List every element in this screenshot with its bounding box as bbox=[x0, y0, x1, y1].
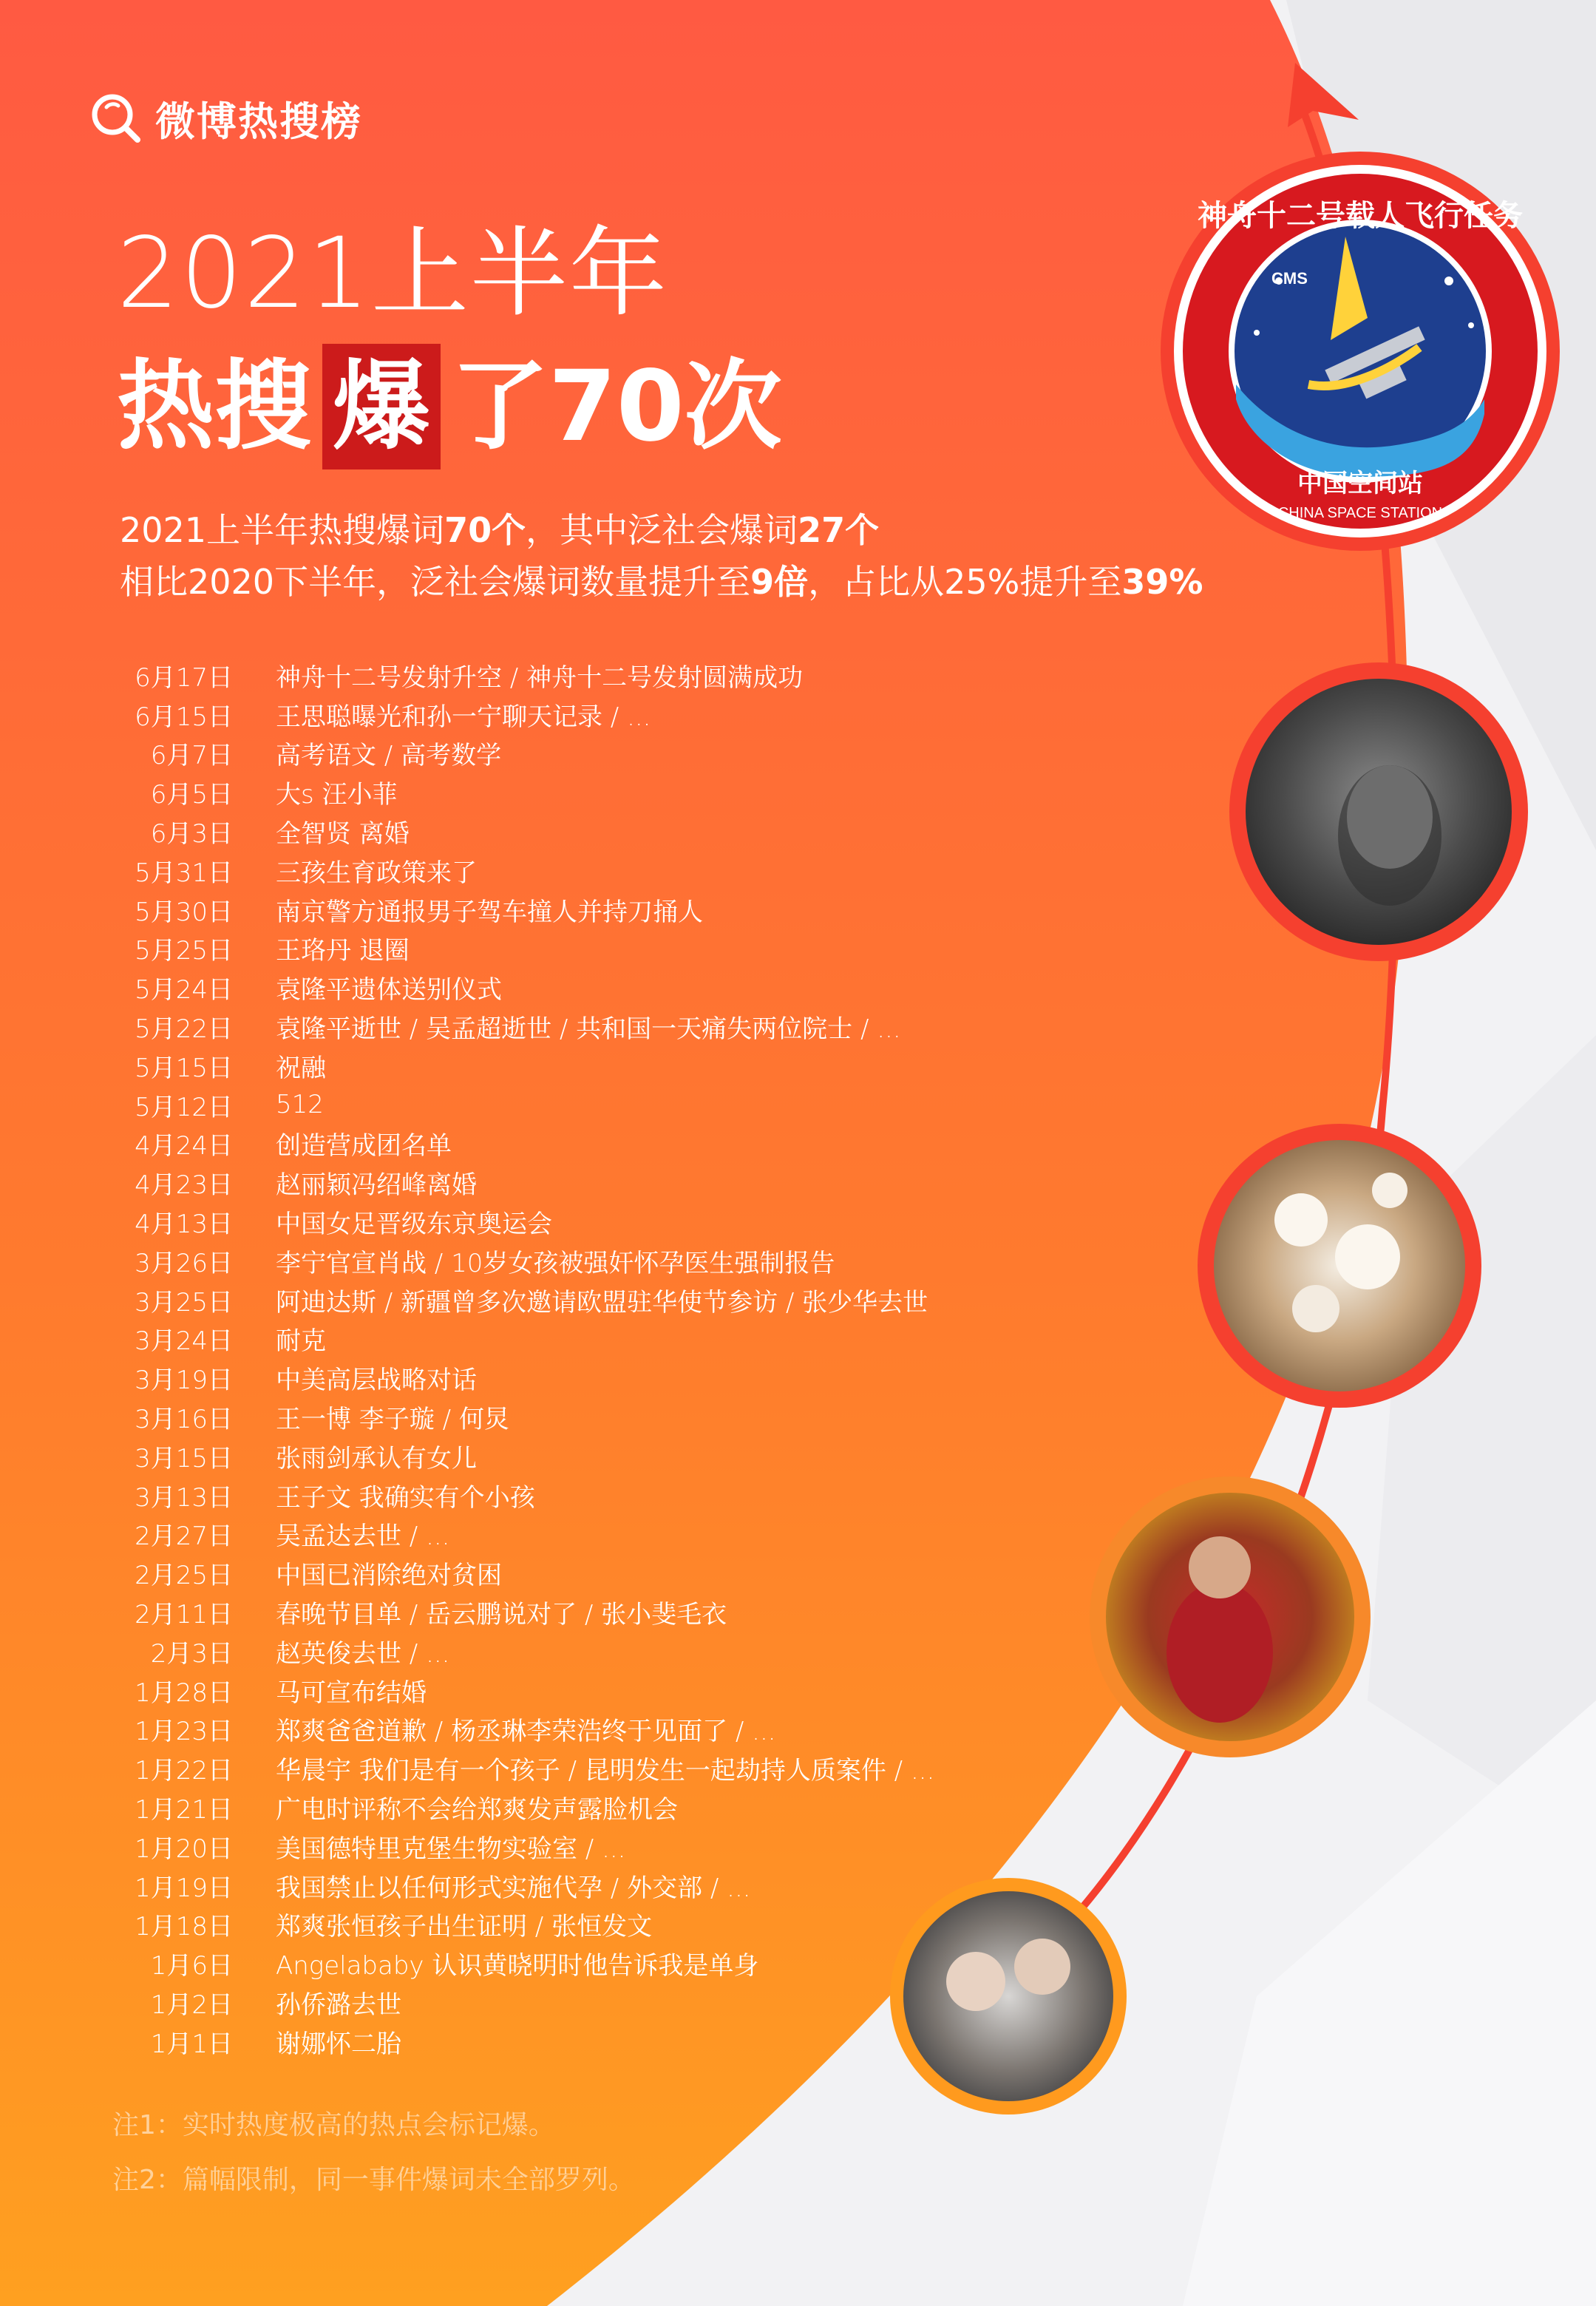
event-date: 6月5日 bbox=[150, 780, 233, 810]
event-keywords: 袁隆平遗体送别仪式 bbox=[276, 975, 502, 1006]
event-keywords: 赵英俊去世 / ... bbox=[276, 1638, 450, 1669]
event-keywords: 马可宣布结婚 bbox=[276, 1678, 427, 1708]
event-keywords: 李宁官宣肖战 / 10岁女孩被强奸怀孕医生强制报告 bbox=[276, 1248, 835, 1278]
event-keywords: 赵丽颖冯绍峰离婚 bbox=[276, 1170, 477, 1201]
list-item bbox=[96, 1358, 934, 1397]
event-date: 3月16日 bbox=[135, 1405, 233, 1435]
event-date: 1月18日 bbox=[135, 1912, 233, 1942]
list-item bbox=[96, 851, 934, 890]
list-item bbox=[96, 1749, 934, 1788]
title-post: 了70次 bbox=[451, 350, 782, 464]
title-pre: 热搜 bbox=[117, 350, 312, 464]
list-item bbox=[96, 1085, 934, 1125]
event-keywords: 全智贤 离婚 bbox=[276, 819, 410, 850]
event-date: 3月24日 bbox=[135, 1326, 233, 1357]
list-item bbox=[96, 1202, 934, 1241]
event-date: 6月15日 bbox=[135, 702, 233, 732]
event-keywords: 王子文 我确实有个小孩 bbox=[276, 1482, 535, 1513]
event-date: 5月22日 bbox=[135, 1014, 233, 1045]
search-icon bbox=[87, 89, 145, 147]
event-date: 5月30日 bbox=[135, 897, 233, 927]
event-date: 1月20日 bbox=[135, 1834, 233, 1864]
list-item bbox=[96, 1710, 934, 1749]
event-date: 1月6日 bbox=[150, 1951, 233, 1981]
list-item bbox=[96, 656, 934, 695]
boom-badge: 爆 bbox=[322, 344, 441, 469]
list-item bbox=[96, 773, 934, 812]
event-date: 3月25日 bbox=[135, 1287, 233, 1318]
bg-shard bbox=[1183, 1700, 1596, 2306]
event-keywords: 谢娜怀二胎 bbox=[276, 2029, 401, 2059]
event-date: 1月19日 bbox=[135, 1873, 233, 1903]
event-date: 5月31日 bbox=[135, 858, 233, 888]
event-keywords: 春晚节目单 / 岳云鹏说对了 / 张小斐毛衣 bbox=[276, 1600, 727, 1630]
event-date: 4月13日 bbox=[135, 1210, 233, 1240]
event-keywords: 三孩生育政策来了 bbox=[276, 858, 477, 888]
badge-ring-text: 神舟十二号载人飞行任务 bbox=[1198, 199, 1523, 233]
list-item bbox=[96, 2022, 934, 2061]
event-date: 2月25日 bbox=[135, 1561, 233, 1591]
event-keywords: 中国已消除绝对贫困 bbox=[276, 1561, 502, 1591]
event-date: 1月22日 bbox=[135, 1756, 233, 1786]
title-line-2 bbox=[117, 344, 782, 469]
list-item bbox=[96, 1476, 934, 1515]
summary bbox=[120, 504, 1203, 608]
photo-yuan-longping bbox=[1229, 662, 1528, 961]
event-date: 4月24日 bbox=[135, 1131, 233, 1162]
event-keywords: 郑爽爸爸道歉 / 杨丞琳李荣浩终于见面了 / ... bbox=[276, 1717, 776, 1747]
footnote-1: 注1：实时热度极高的热点会标记爆。 bbox=[112, 2110, 555, 2140]
list-item bbox=[96, 968, 934, 1007]
event-keywords: 王珞丹 退圈 bbox=[276, 936, 410, 966]
list-item bbox=[96, 1866, 934, 1905]
event-keywords: 南京警方通报男子驾车撞人并持刀捅人 bbox=[276, 897, 703, 927]
event-date: 4月23日 bbox=[135, 1170, 233, 1201]
photo-cotton bbox=[1198, 1124, 1481, 1408]
event-keywords: 孙侨潞去世 bbox=[276, 1990, 401, 2020]
list-item bbox=[96, 1163, 934, 1202]
event-date: 6月7日 bbox=[150, 741, 233, 771]
list-item bbox=[96, 890, 934, 929]
brand bbox=[87, 89, 362, 148]
event-date: 6月3日 bbox=[150, 819, 233, 850]
list-item bbox=[96, 695, 934, 734]
list-item bbox=[96, 929, 934, 969]
event-keywords: 广电时评称不会给郑爽发声露脸机会 bbox=[276, 1795, 678, 1825]
event-keywords: 高考语文 / 高考数学 bbox=[276, 741, 502, 771]
event-date: 1月28日 bbox=[135, 1678, 233, 1708]
list-item bbox=[96, 1671, 934, 1710]
footnotes bbox=[112, 2098, 635, 2208]
list-item bbox=[96, 1553, 934, 1593]
event-list bbox=[96, 656, 934, 2061]
event-keywords: 神舟十二号发射升空 / 神舟十二号发射圆满成功 bbox=[276, 662, 804, 693]
event-date: 1月21日 bbox=[135, 1795, 233, 1825]
list-item bbox=[96, 1905, 934, 1944]
shenzhou12-mission-badge bbox=[1161, 152, 1560, 551]
event-keywords: 郑爽张恒孩子出生证明 / 张恒发文 bbox=[276, 1912, 653, 1942]
list-item bbox=[96, 1281, 934, 1320]
brand-name: 微博热搜榜 bbox=[155, 98, 362, 145]
event-date: 5月25日 bbox=[135, 936, 233, 966]
list-item bbox=[96, 1515, 934, 1554]
event-keywords: 耐克 bbox=[276, 1326, 326, 1357]
event-date: 1月1日 bbox=[150, 2029, 233, 2059]
list-item bbox=[96, 1944, 934, 1983]
event-date: 3月13日 bbox=[135, 1482, 233, 1513]
event-date: 6月17日 bbox=[135, 662, 233, 693]
list-item bbox=[96, 1827, 934, 1866]
event-date: 2月11日 bbox=[135, 1600, 233, 1630]
list-item bbox=[96, 1437, 934, 1476]
badge-cms-label: CMS bbox=[1271, 269, 1308, 288]
event-keywords: 阿迪达斯 / 新疆曾多次邀请欧盟驻华使节参访 / 张少华去世 bbox=[276, 1287, 928, 1318]
event-keywords: 王思聪曝光和孙一宁聊天记录 / ... bbox=[276, 702, 651, 732]
event-date: 5月12日 bbox=[135, 1092, 233, 1122]
event-keywords: 我国禁止以任何形式实施代孕 / 外交部 / ... bbox=[276, 1873, 751, 1903]
event-keywords: 创造营成团名单 bbox=[276, 1131, 452, 1162]
event-date: 3月19日 bbox=[135, 1366, 233, 1396]
event-keywords: 祝融 bbox=[276, 1053, 326, 1083]
summary-line-1: 2021上半年热搜爆词70个，其中泛社会爆词27个 bbox=[120, 510, 880, 550]
event-keywords: 袁隆平逝世 / 吴孟超逝世 / 共和国一天痛失两位院士 / ... bbox=[276, 1014, 901, 1045]
list-item bbox=[96, 1983, 934, 2022]
list-item bbox=[96, 1046, 934, 1085]
event-date: 3月26日 bbox=[135, 1248, 233, 1278]
event-date: 1月2日 bbox=[150, 1990, 233, 2020]
list-item bbox=[96, 1007, 934, 1046]
event-keywords: 512 bbox=[276, 1090, 324, 1120]
event-keywords: 华晨宇 我们是有一个孩子 / 昆明发生一起劫持人质案件 / ... bbox=[276, 1756, 935, 1786]
event-keywords: 王一博 李子璇 / 何炅 bbox=[276, 1405, 509, 1435]
badge-bottom-en: CHINA SPACE STATION bbox=[1277, 505, 1443, 521]
event-date: 5月15日 bbox=[135, 1053, 233, 1083]
list-item bbox=[96, 1125, 934, 1164]
footnote-2: 注2：篇幅限制，同一事件爆词未全部罗列。 bbox=[112, 2165, 635, 2195]
badge-bottom-cn: 中国空间站 bbox=[1297, 469, 1423, 498]
event-keywords: Angelababy 认识黄晓明时他告诉我是单身 bbox=[276, 1951, 759, 1981]
list-item bbox=[96, 1788, 934, 1827]
summary-line-2: 相比2020下半年，泛社会爆词数量提升至9倍，占比从25%提升至39% bbox=[120, 562, 1203, 602]
event-keywords: 大s 汪小菲 bbox=[276, 780, 398, 810]
list-item bbox=[96, 1241, 934, 1281]
list-item bbox=[96, 1632, 934, 1671]
event-keywords: 中国女足晋级东京奥运会 bbox=[276, 1210, 552, 1240]
event-date: 2月27日 bbox=[135, 1522, 233, 1552]
event-keywords: 美国德特里克堡生物实验室 / ... bbox=[276, 1834, 626, 1864]
event-date: 3月15日 bbox=[135, 1443, 233, 1474]
list-item bbox=[96, 1320, 934, 1359]
list-item bbox=[96, 734, 934, 773]
event-keywords: 中美高层战略对话 bbox=[276, 1366, 477, 1396]
event-date: 1月23日 bbox=[135, 1717, 233, 1747]
list-item bbox=[96, 1593, 934, 1632]
list-item bbox=[96, 1397, 934, 1437]
photo-spring-gala bbox=[1090, 1476, 1371, 1757]
event-keywords: 张雨剑承认有女儿 bbox=[276, 1443, 477, 1474]
event-keywords: 吴孟达去世 / ... bbox=[276, 1522, 450, 1552]
title-line-1: 2021上半年 bbox=[117, 217, 668, 330]
list-item bbox=[96, 812, 934, 851]
event-date: 5月24日 bbox=[135, 975, 233, 1006]
event-date: 2月3日 bbox=[150, 1638, 233, 1669]
